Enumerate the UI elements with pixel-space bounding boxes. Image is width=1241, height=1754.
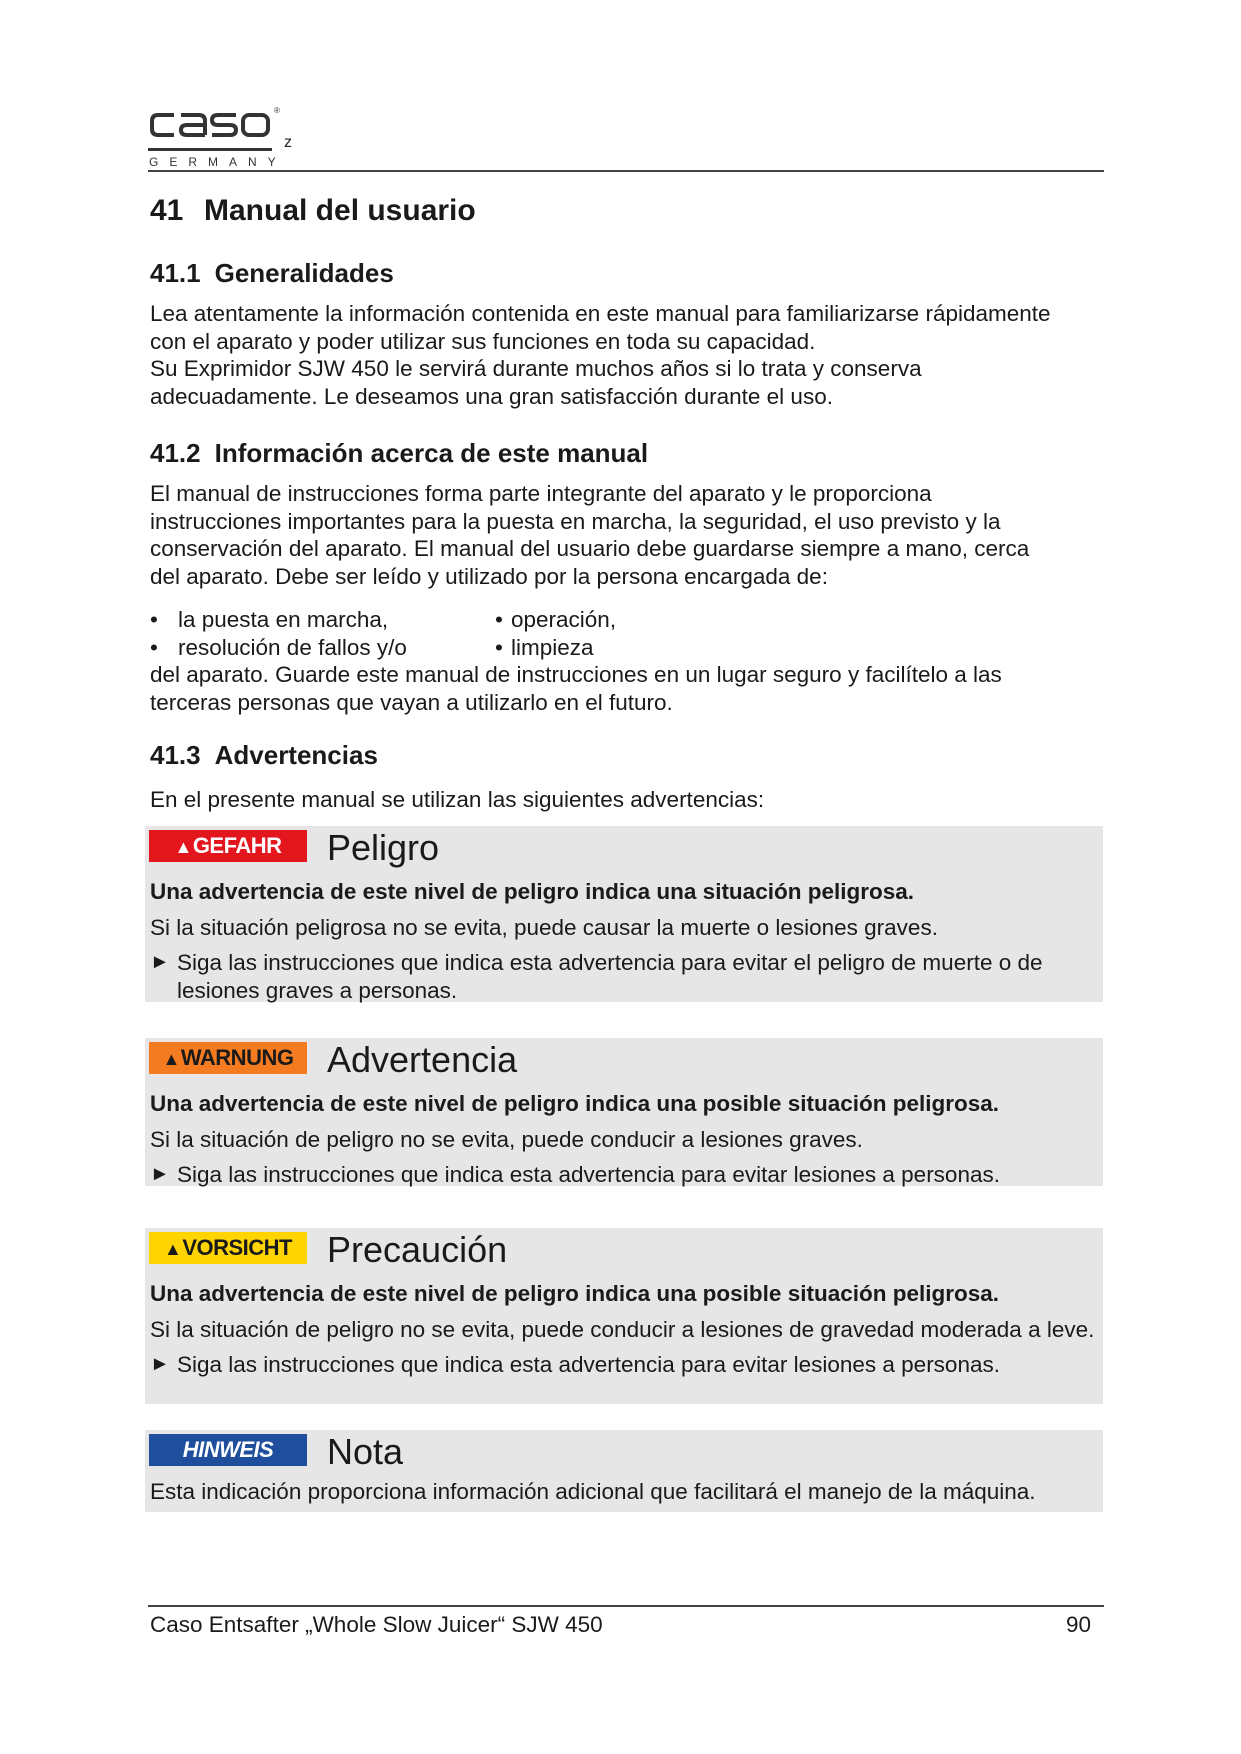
- page-number: 90: [1066, 1612, 1092, 1637]
- warning-title: Peligro: [327, 827, 440, 868]
- list-item: • limpieza: [495, 634, 594, 660]
- logo-subtitle: GERMANY: [149, 155, 287, 169]
- list-item: • operación,: [495, 607, 617, 632]
- sign-label: WARNUNG: [180, 1045, 294, 1070]
- warning-box-danger: [145, 826, 1103, 1002]
- subsection-title: Advertencias: [214, 740, 378, 770]
- logo-rule: [148, 148, 272, 151]
- caso-logo: [148, 108, 298, 174]
- footer-product: Caso Entsafter „Whole Slow Juicer“ SJW 450: [150, 1612, 603, 1637]
- subsection-title: Información acerca de este manual: [214, 438, 649, 468]
- arrow-right-icon: ►: [150, 1163, 170, 1185]
- section-heading: [150, 194, 476, 228]
- warning-action: [150, 949, 1098, 1004]
- warning-consequence: Si la situación peligrosa no se evita, puede causar la muerte o lesiones graves.: [150, 914, 938, 940]
- warning-title: Nota: [327, 1431, 404, 1472]
- text-line: del aparato. Guarde este manual de instrucciones en un lugar seguro y facilítelo a las: [150, 662, 1002, 687]
- warning-action-text: Siga las instrucciones que indica esta advertencia para evitar el peligro de muerte o de lesiones graves a personas.: [177, 950, 1043, 1003]
- caso-wordmark: [148, 108, 272, 142]
- paragraph-warnings-intro: [150, 786, 1110, 814]
- warning-triangle-icon: ▲: [174, 837, 192, 857]
- warning-definition: Una advertencia de este nivel de peligro indica una posible situación peligrosa.: [150, 1091, 999, 1116]
- paragraph-generalidades: [150, 300, 1110, 410]
- notice-text: Esta indicación proporciona información adicional que facilitará el manejo de la máquina.: [150, 1479, 1036, 1504]
- text-line: Lea atentamente la información contenida en este manual para familiarizarse rápidamente: [150, 301, 1051, 326]
- text-line: Su Exprimidor SJW 450 le servirá durante muchos años si lo trata y conserva: [150, 356, 922, 381]
- warning-body: [150, 1478, 1098, 1506]
- text-line: instrucciones importantes para la puesta en marcha, la seguridad, el uso previsto y la: [150, 508, 1001, 534]
- subsection-number: 41.1: [150, 258, 201, 288]
- list-item: • la puesta en marcha,: [150, 607, 389, 632]
- arrow-right-icon: ►: [150, 1353, 170, 1375]
- warning-title: Advertencia: [327, 1039, 518, 1080]
- warning-box-notice: [145, 1430, 1103, 1512]
- warning-box-caution: [145, 1228, 1103, 1404]
- text-line: del aparato. Debe ser leído y utilizado por la persona encargada de:: [150, 563, 828, 589]
- sign-label: VORSICHT: [182, 1235, 292, 1260]
- warning-action-text: Siga las instrucciones que indica esta advertencia para evitar lesiones a personas.: [177, 1162, 1000, 1187]
- sign-label: GEFAHR: [192, 833, 282, 858]
- warning-sign: [149, 1042, 307, 1074]
- arrow-right-icon: ►: [150, 951, 170, 973]
- subsection-heading-41-2: [150, 438, 648, 469]
- notice-sign: [149, 1434, 307, 1466]
- warning-definition: Una advertencia de este nivel de peligro indica una posible situación peligrosa.: [150, 1281, 999, 1306]
- warning-triangle-icon: ▲: [162, 1049, 180, 1069]
- text-line: El manual de instrucciones forma parte integrante del aparato y le proporciona: [150, 481, 932, 506]
- warning-action: [150, 1161, 1098, 1189]
- warning-consequence: Si la situación de peligro no se evita, puede conducir a lesiones de gravedad moderada a leve.: [150, 1316, 1095, 1342]
- warning-title: Precaución: [327, 1229, 508, 1270]
- subsection-title: Generalidades: [214, 258, 394, 288]
- warning-box-warning: [145, 1038, 1103, 1186]
- text-line: adecuadamente. Le deseamos una gran satisfacción durante el uso.: [150, 383, 833, 409]
- warning-body: [150, 1280, 1098, 1379]
- paragraph-manual-storage: [150, 661, 1110, 716]
- warning-body: [150, 878, 1098, 1004]
- footer-rule: [148, 1605, 1104, 1607]
- caution-sign: [149, 1232, 307, 1264]
- text-line: En el presente manual se utilizan las siguientes advertencias:: [150, 787, 765, 812]
- warning-action: [150, 1351, 1098, 1379]
- subsection-number: 41.2: [150, 438, 201, 468]
- subsection-number: 41.3: [150, 740, 201, 770]
- text-line: conservación del aparato. El manual del usuario debe guardarse siempre a mano, cerca: [150, 536, 1030, 561]
- header-rule: [148, 170, 1104, 172]
- paragraph-manual-info: [150, 480, 1110, 590]
- list-item: • resolución de fallos y/o: [150, 634, 407, 660]
- text-line: con el aparato y poder utilizar sus funciones en toda su capacidad.: [150, 328, 816, 354]
- warning-triangle-icon: ▲: [163, 1239, 182, 1259]
- logo-mark: z: [284, 134, 292, 151]
- warning-action-text: Siga las instrucciones que indica esta advertencia para evitar lesiones a personas.: [177, 1352, 1000, 1377]
- sign-label: HINWEIS: [182, 1437, 274, 1462]
- warning-consequence: Si la situación de peligro no se evita, puede conducir a lesiones graves.: [150, 1126, 863, 1152]
- text-line: terceras personas que vayan a utilizarlo en el futuro.: [150, 689, 673, 715]
- section-title: Manual del usuario: [204, 194, 476, 227]
- subsection-heading-41-1: [150, 258, 394, 289]
- section-number: 41: [150, 194, 184, 227]
- danger-sign: [149, 830, 307, 862]
- warning-body: [150, 1090, 1098, 1189]
- warning-definition: Una advertencia de este nivel de peligro indica una situación peligrosa.: [150, 879, 914, 904]
- subsection-heading-41-3: [150, 740, 378, 771]
- bullet-list: [150, 606, 1050, 661]
- registered-mark: ®: [274, 106, 280, 115]
